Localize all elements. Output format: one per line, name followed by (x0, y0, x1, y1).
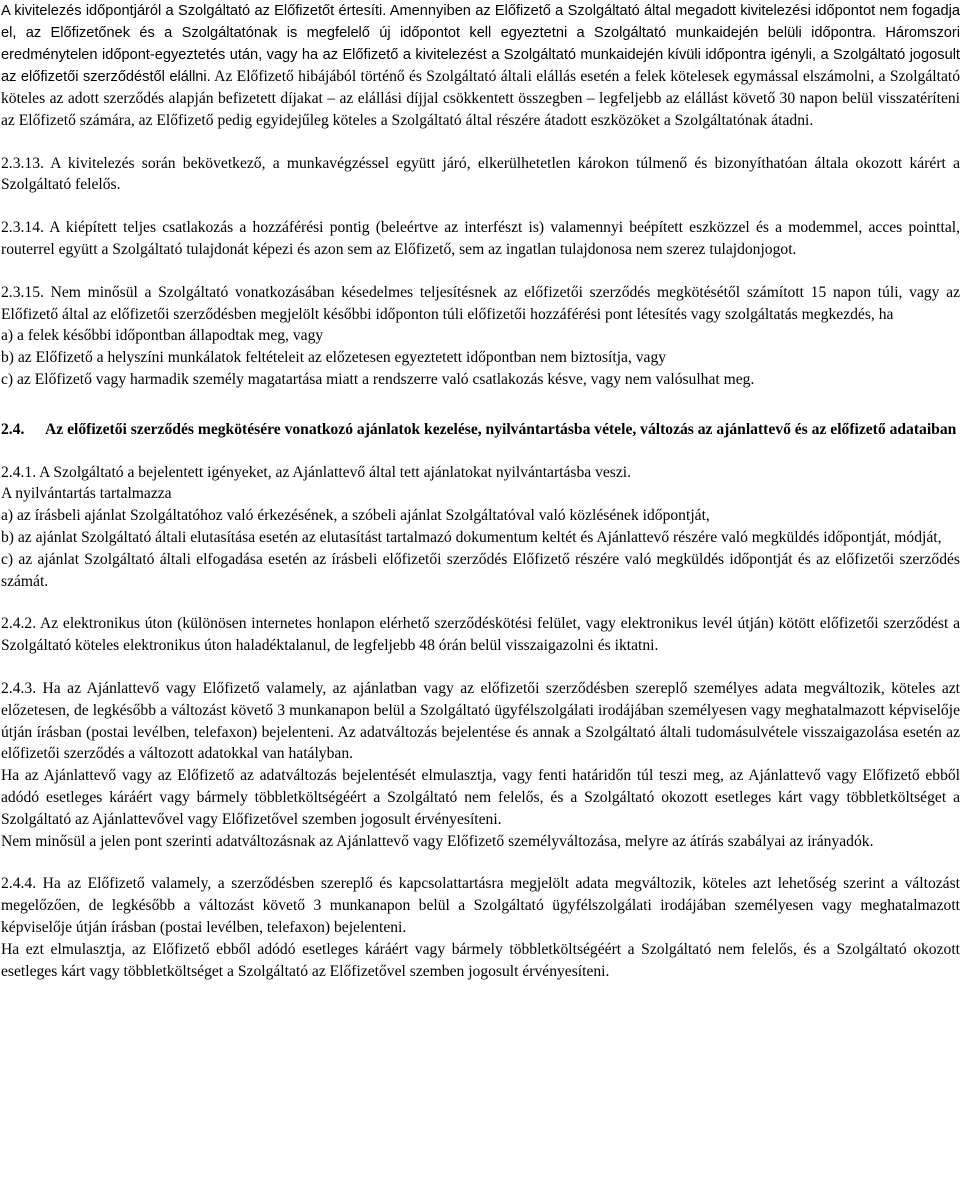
paragraph-kivitelezes-idopont (1, 0, 960, 132)
section-2-4-4-p2: Ha ezt elmulasztja, az Előfizető ebből adódó esetleges káráért vagy bármely többletköltségéért a Szolgáltató nem felelős, és a Szolgáltató okozott esetleges kárt vagy többletköltséget a Szolgáltató az Előfizetővel szemben jogosult érvényesíteni. (1, 940, 960, 980)
section-2-4-3-p3: Nem minősül a jelen pont szerinti adatváltozásnak az Ajánlattevő vagy Előfizető személyváltozása, melyre az átírás szabályai az irányadók. (1, 832, 874, 850)
section-2-3-14: 2.3.14. A kiépített teljes csatlakozás a hozzáférési pontig (beleértve az interfészt is) valamennyi beépített eszközzel és a modemmel, acces pointtal, routerrel együtt a Szolgáltató tulajdonát képezi és azon sem az Előfizető, sem az ingatlan tulajdonosa nem szerez tulajdonjogot. (1, 219, 960, 258)
section-2-3-15-item-c: c) az Előfizető vagy harmadik személy magatartása miatt a rendszerre való csatlakozás késve, vagy nem valósulhat meg. (1, 370, 755, 388)
section-2-4-2: 2.4.2. Az elektronikus úton (különösen internetes honlapon elérhető szerződéskötési felület, vagy elektronikus levél útján) kötött előfizetői szerződést a Szolgáltató köteles elektronikus úton haladéktalanul, de legfeljebb 48 órán belül visszaigazolni és iktatni. (1, 615, 960, 655)
section-2-4-1-intro: 2.4.1. A Szolgáltató a bejelentett igényeket, az Ajánlattevő által tett ajánlatokat nyilvántartásba veszi. (1, 463, 632, 481)
section-2-3-15-item-b: b) az Előfizető a helyszíni munkálatok feltételeit az előzetesen egyeztetett időpontban nem biztosítja, vagy (1, 349, 667, 367)
section-2-3-15-intro: 2.3.15. Nem minősül a Szolgáltató vonatkozásában késedelmes teljesítésnek az előfizetői szerződés megkötésétől számított 15 napon túli, vagy az Előfizető által az előfizetői szerződésben megjelölt későbbi időponton túli előfizetői hozzáférési pont létesítés vagy szolgáltatás megkezdés, ha (1, 283, 960, 323)
paragraph-sans-part: A kivitelezés időpontjáról a Szolgáltató az Előfizetőt értesíti. Amennyiben az Előfizető a Szolgáltató által megadott kivitelezési időpontot nem fogadja el, az Előfizetőnek és a Szolgáltatónak is megfelelő új időpontot kell egyeztetni a Szolgáltató munkaidején belüli időpontra. Háromszori eredménytelen időpont-egyeztetés után, vagy ha az Előfizető a kivitelezést a Szolgáltató munkaidején kívüli időpontra igényli, a Szolgáltató jogosult az előfizetői szerződéstől elállni. (1, 3, 960, 85)
heading-text: Az előfizetői szerződés megkötésére vonatkozó ajánlatok kezelése, nyilvántartásba vétele, változás az ajánlattevő és az előfizető adataiban (45, 420, 957, 438)
section-2-4-3-p2: Ha az Ajánlattevő vagy az Előfizető az adatváltozás bejelentését elmulasztja, vagy fenti határidőn túl teszi meg, az Ajánlattevő vagy Előfizető ebből adódó esetleges káráért vagy bármely többletköltségéért a Szolgáltató nem felelős, és a Szolgáltató okozott esetleges kárt vagy többletköltséget a Szolgáltató az Ajánlattevővel vagy Előfizetővel szemben jogosult érvényesíteni. (1, 767, 960, 828)
section-2-4-1-line2: A nyilvántartás tartalmazza (1, 485, 172, 503)
section-2-4-3-p1: 2.4.3. Ha az Ajánlattevő vagy Előfizető valamely, az ajánlatban vagy az előfizetői szerződésben szereplő személyes adata megváltozik, köteles azt előzetesen, de legkésőbb a változást követő 3 munkanapon belül a Szolgáltató ügyfélszolgálati irodájában személyesen vagy meghatalmazott képviselője útján írásban (postai levélben, telefaxon) bejelenteni. Az adatváltozás bejelentése és annak a Szolgáltató általi tudomásulvétele visszaigazolása esetén az előfizetői szerződés a változott adatokkal van hatályban. (1, 679, 960, 763)
section-2-4-1-item-b: b) az ajánlat Szolgáltató általi elutasítása esetén az elutasítást tartalmazó dokumentum keltét és Ajánlattevő részére való megküldés időpontját, módját, (1, 528, 942, 546)
section-2-3-15-item-a: a) a felek későbbi időpontban állapodtak meg, vagy (1, 327, 324, 345)
paragraph-serif-part: Az Előfizető hibájából történő és Szolgáltató általi elállás esetén a felek kötelesek egymással elszámolni, a Szolgáltató köteles az adott szerződés alapján befizetett díjakat – az elállási díjjal csökkentett összegben – legfeljebb az elállást követő 30 napon belül visszatéríteni az Előfizető számára, az Előfizető pedig egyidejűleg köteles a Szolgáltató által részére átadott eszközöket a Szolgáltatónak átadni. (1, 68, 960, 129)
section-heading-2-4 (1, 419, 960, 441)
section-2-3-13: 2.3.13. A kivitelezés során bekövetkező, a munkavégzéssel együtt járó, elkerülhetetlen károkon túlmenő és bizonyíthatóan általa okozott kárért a Szolgáltató felelős. (1, 154, 960, 194)
section-2-4-1-item-a: a) az írásbeli ajánlat Szolgáltatóhoz való érkezésének, a szóbeli ajánlat Szolgáltatóval való közlésének időpontját, (1, 507, 710, 525)
section-2-4-4-p1: 2.4.4. Ha az Előfizető valamely, a szerződésben szereplő és kapcsolattartásra megjelölt adata megváltozik, köteles azt lehetőség szerint a változást megelőzően, de legkésőbb a változást követő 3 munkanapon belül a Szolgáltató ügyfélszolgálati irodájában személyesen vagy meghatalmazott képviselője útján írásban (postai levélben, telefaxon) bejelenteni. (1, 875, 960, 936)
section-2-4-1-item-c: c) az ajánlat Szolgáltató általi elfogadása esetén az írásbeli előfizetői szerződés Előfizető részére való megküldés időpontját és az előfizetői szerződés számát. (1, 550, 960, 590)
heading-number: 2.4. (1, 420, 25, 438)
